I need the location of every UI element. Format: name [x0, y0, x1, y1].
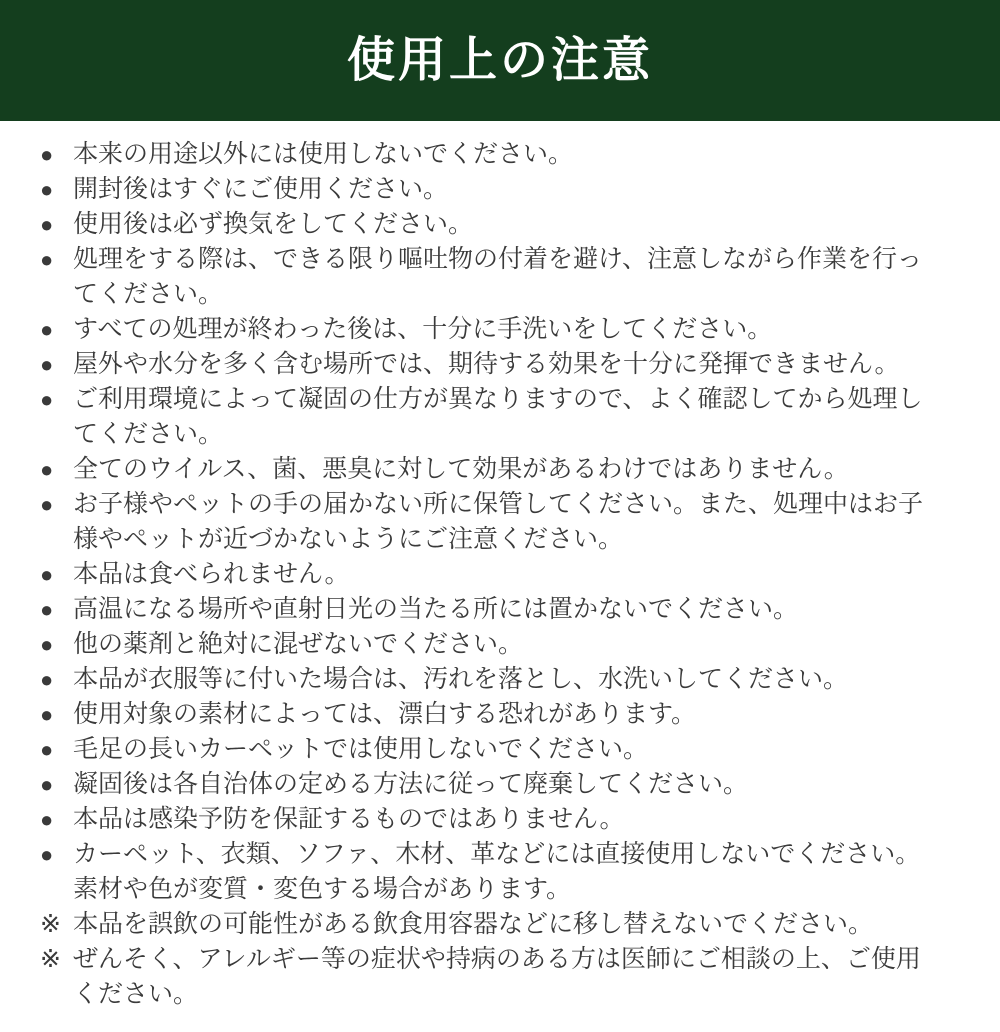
bullet-icon: ● — [40, 317, 54, 342]
list-item — [40, 627, 942, 662]
note-text: 使用後は必ず換気をしてください。 — [73, 210, 474, 238]
bullet-icon: ● — [40, 352, 54, 377]
note-text: 本来の用途以外には使用しないでください。 — [73, 140, 574, 168]
bullet-icon: ● — [40, 492, 54, 517]
bullet-icon: ● — [40, 597, 54, 622]
header-banner — [0, 0, 1000, 121]
list-item — [40, 942, 942, 1012]
list-item — [40, 452, 942, 487]
note-text: 本品が衣服等に付いた場合は、汚れを落とし、水洗いしてください。 — [73, 665, 849, 693]
bullet-icon: ● — [40, 177, 54, 202]
bullet-icon: ● — [40, 737, 54, 762]
note-text: 本品は感染予防を保証するものではありません。 — [73, 805, 625, 833]
bullet-icon: ● — [40, 387, 54, 412]
bullet-icon: ● — [40, 632, 54, 657]
list-item — [40, 697, 942, 732]
note-text: 他の薬剤と絶対に混ぜないでください。 — [73, 630, 524, 658]
note-text: 処理をする際は、できる限り嘔吐物の付着を避け、注意しながら作業を行ってください。 — [73, 245, 923, 308]
list-item — [40, 907, 942, 942]
note-text: 高温になる場所や直射日光の当たる所には置かないでください。 — [73, 595, 799, 623]
list-item — [40, 662, 942, 697]
note-text: ご利用環境によって凝固の仕方が異なりますので、よく確認してから処理してください。 — [73, 385, 923, 448]
list-item — [40, 207, 942, 242]
bullet-icon: ● — [40, 142, 54, 167]
note-text: 全てのウイルス、菌、悪臭に対して効果があるわけではありません。 — [73, 455, 849, 483]
list-item — [40, 137, 942, 172]
notes-list — [0, 121, 1000, 1032]
bullet-icon: ● — [40, 667, 54, 692]
page-title: 使用上の注意 — [346, 33, 653, 87]
reference-mark-icon: ※ — [40, 910, 61, 938]
list-item — [40, 767, 942, 802]
bullet-icon: ● — [40, 807, 54, 832]
list-item — [40, 382, 942, 452]
note-text: ぜんそく、アレルギー等の症状や持病のある方は医師にご相談の上、ご使用ください。 — [73, 945, 921, 1008]
bullet-icon: ● — [40, 842, 54, 867]
note-text: 本品は食べられません。 — [73, 560, 350, 588]
list-item — [40, 312, 942, 347]
list-item — [40, 347, 942, 382]
list-item — [40, 802, 942, 837]
reference-mark-icon: ※ — [40, 945, 61, 973]
bullet-icon: ● — [40, 457, 54, 482]
note-text: 開封後はすぐにご使用ください。 — [73, 175, 449, 203]
note-text: すべての処理が終わった後は、十分に手洗いをしてください。 — [73, 315, 773, 343]
list-item — [40, 837, 942, 907]
list-item — [40, 732, 942, 767]
list-item — [40, 487, 942, 557]
note-text: お子様やペットの手の届かない所に保管してください。また、処理中はお子様やペットが近づかないようにご注意ください。 — [73, 490, 924, 553]
note-text: 使用対象の素材によっては、漂白する恐れがあります。 — [73, 700, 697, 728]
bullet-icon: ● — [40, 247, 54, 272]
list-item — [40, 172, 942, 207]
bullet-icon: ● — [40, 212, 54, 237]
list-item — [40, 557, 942, 592]
note-text: カーペット、衣類、ソファ、木材、革などには直接使用しないでください。素材や色が変質・変色する場合があります。 — [73, 840, 921, 903]
bullet-icon: ● — [40, 702, 54, 727]
note-text: 毛足の長いカーペットでは使用しないでください。 — [73, 735, 649, 763]
bullet-icon: ● — [40, 562, 54, 587]
bullet-icon: ● — [40, 772, 54, 797]
list-item — [40, 242, 942, 312]
note-text: 本品を誤飲の可能性がある飲食用容器などに移し替えないでください。 — [73, 910, 874, 938]
note-text: 凝固後は各自治体の定める方法に従って廃棄してください。 — [73, 770, 749, 798]
note-text: 屋外や水分を多く含む場所では、期待する効果を十分に発揮できません。 — [73, 350, 900, 378]
list-item — [40, 592, 942, 627]
